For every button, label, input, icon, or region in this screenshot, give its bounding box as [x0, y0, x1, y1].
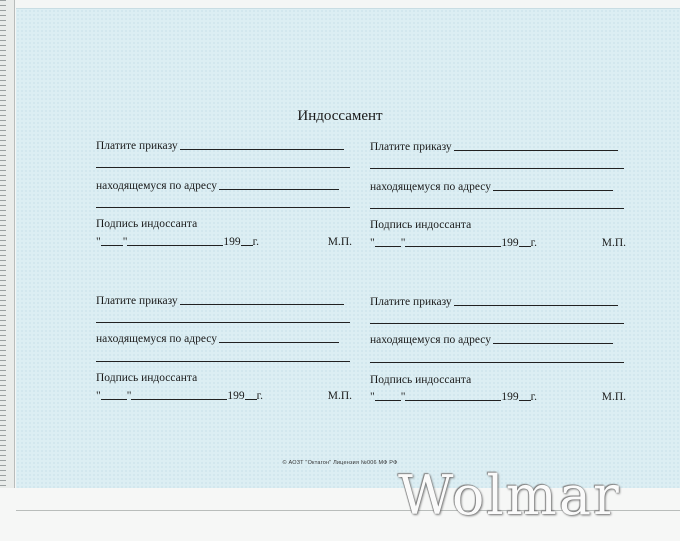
printer-license-footer: © АОЗТ "Октагон" Лицензия №006 МФ РФ: [282, 460, 398, 466]
seal-label: М.П.: [327, 236, 352, 248]
month-field[interactable]: [127, 245, 223, 246]
month-field[interactable]: [405, 400, 501, 401]
date-row: [370, 233, 626, 249]
day-field[interactable]: [375, 246, 401, 247]
year-suffix: г.: [252, 236, 259, 248]
payee-field[interactable]: [454, 150, 618, 151]
year-suffix: г.: [530, 391, 537, 403]
seal-label: М.П.: [327, 390, 352, 402]
signature-label: Подпись индоссанта: [370, 219, 472, 231]
date-row: [96, 232, 352, 248]
address-field[interactable]: [493, 343, 613, 344]
seal-label: М.П.: [601, 237, 626, 249]
endorsement-block: [96, 291, 352, 403]
day-field[interactable]: [101, 399, 127, 400]
signature-label: Подпись индоссанта: [96, 372, 198, 384]
address-field[interactable]: [219, 342, 339, 343]
year-label: 199: [223, 236, 241, 248]
date-quote-close: ": [126, 390, 132, 402]
month-field[interactable]: [405, 246, 501, 247]
address-field-line[interactable]: [96, 361, 350, 362]
address-field-line[interactable]: [370, 208, 624, 209]
address-label: находящемуся по адресу: [96, 180, 217, 192]
address-label: находящемуся по адресу: [96, 333, 217, 345]
year-label: 199: [501, 237, 519, 249]
date-row: [370, 387, 626, 403]
address-label: находящемуся по адресу: [370, 181, 491, 193]
year-label: 199: [501, 391, 519, 403]
address-field[interactable]: [219, 189, 339, 190]
address-label: находящемуся по адресу: [370, 334, 491, 346]
document-title: Индоссамент: [297, 108, 383, 124]
pay-label: Платите приказу: [96, 140, 178, 152]
date-quote-open: ": [96, 236, 101, 248]
year-label: 199: [227, 390, 245, 402]
date-quote-open: ": [370, 391, 375, 403]
endorsement-block: [370, 137, 626, 249]
pay-label: Платите приказу: [370, 141, 452, 153]
pay-label: Платите приказу: [96, 295, 178, 307]
seal-label: М.П.: [601, 391, 626, 403]
year-field[interactable]: [245, 399, 257, 400]
payee-field-line[interactable]: [96, 167, 350, 168]
endorsement-block: [96, 136, 352, 248]
payee-field[interactable]: [454, 305, 618, 306]
date-row: [96, 386, 352, 402]
date-quote-open: ": [370, 237, 375, 249]
date-quote-close: ": [400, 391, 406, 403]
year-suffix: г.: [530, 237, 537, 249]
signature-label: Подпись индоссанта: [96, 218, 198, 230]
day-field[interactable]: [101, 245, 123, 246]
payee-field[interactable]: [180, 304, 344, 305]
payee-field[interactable]: [180, 149, 344, 150]
address-field-line[interactable]: [370, 362, 624, 363]
date-quote-open: ": [96, 390, 101, 402]
address-field[interactable]: [493, 190, 613, 191]
payee-field-line[interactable]: [370, 168, 624, 169]
year-suffix: г.: [256, 390, 263, 402]
year-field[interactable]: [519, 246, 531, 247]
payee-field-line[interactable]: [96, 322, 350, 323]
signature-label: Подпись индоссанта: [370, 374, 472, 386]
day-field[interactable]: [375, 400, 401, 401]
year-field[interactable]: [519, 400, 531, 401]
endorsement-block: [370, 292, 626, 404]
month-field[interactable]: [131, 399, 227, 400]
watermark: Wolmar: [398, 464, 621, 527]
date-quote-close: ": [400, 237, 406, 249]
pay-label: Платите приказу: [370, 296, 452, 308]
year-field[interactable]: [241, 245, 253, 246]
address-field-line[interactable]: [96, 207, 350, 208]
payee-field-line[interactable]: [370, 323, 624, 324]
date-quote-close: ": [122, 236, 128, 248]
